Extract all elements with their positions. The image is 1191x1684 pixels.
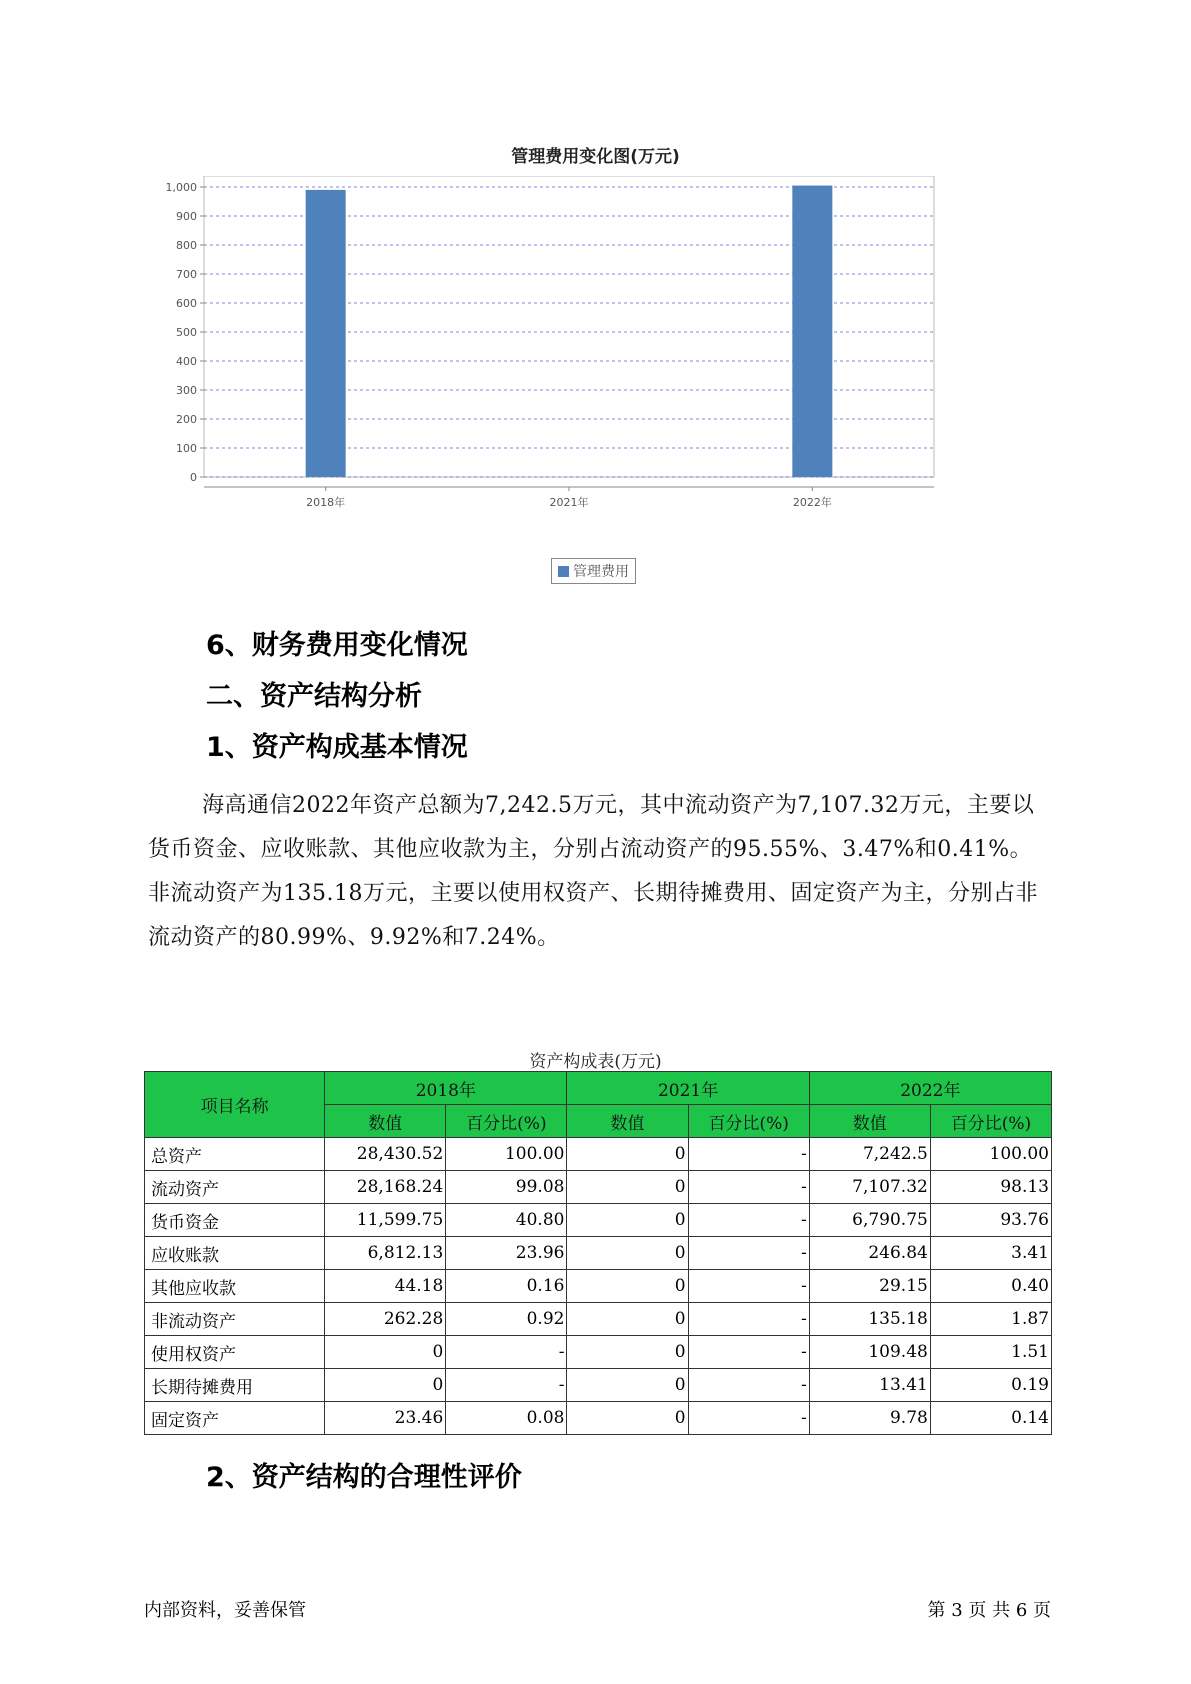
row-label: 固定资产 <box>145 1402 325 1435</box>
y-tick-label: 1,000 <box>165 181 197 194</box>
table-cell: 6,790.75 <box>809 1204 930 1237</box>
heading-structure-evaluation: 2、资产结构的合理性评价 <box>206 1462 522 1493</box>
table-body <box>145 1138 1052 1435</box>
table-cell: 0 <box>567 1369 688 1402</box>
table-cell: 99.08 <box>446 1171 567 1204</box>
table-cell: 0 <box>567 1171 688 1204</box>
table-cell: 40.80 <box>446 1204 567 1237</box>
table-row <box>145 1171 1052 1204</box>
x-tick-label: 2021年 <box>549 496 589 509</box>
y-tick-label: 700 <box>176 268 197 281</box>
row-label: 长期待摊费用 <box>145 1369 325 1402</box>
header-percent: 百分比(%) <box>446 1105 567 1138</box>
table-cell: - <box>446 1336 567 1369</box>
table-cell: 0 <box>567 1237 688 1270</box>
table-cell: 11,599.75 <box>325 1204 446 1237</box>
legend-swatch <box>558 566 569 577</box>
footer-confidential: 内部资料，妥善保管 <box>144 1600 306 1621</box>
header-value: 数值 <box>809 1105 930 1138</box>
table-cell: 93.76 <box>930 1204 1051 1237</box>
y-tick-label: 600 <box>176 297 197 310</box>
table-cell: - <box>446 1369 567 1402</box>
table-cell: 0 <box>567 1204 688 1237</box>
header-percent: 百分比(%) <box>930 1105 1051 1138</box>
header-item-name: 项目名称 <box>145 1072 325 1138</box>
table-cell: 0.40 <box>930 1270 1051 1303</box>
table-cell: 1.51 <box>930 1336 1051 1369</box>
header-year-2021: 2021年 <box>567 1072 809 1105</box>
table-cell: 0 <box>325 1336 446 1369</box>
table-cell: - <box>688 1402 809 1435</box>
table-cell: - <box>688 1336 809 1369</box>
table-cell: 0.19 <box>930 1369 1051 1402</box>
table-cell: 3.41 <box>930 1237 1051 1270</box>
bar <box>306 190 346 477</box>
header-value: 数值 <box>567 1105 688 1138</box>
table-cell: 0.14 <box>930 1402 1051 1435</box>
table-row <box>145 1303 1052 1336</box>
table-cell: 0 <box>567 1402 688 1435</box>
table-row <box>145 1138 1052 1171</box>
table-row <box>145 1237 1052 1270</box>
table-cell: - <box>688 1171 809 1204</box>
table-cell: 0.16 <box>446 1270 567 1303</box>
asset-table <box>144 1071 1052 1435</box>
table-cell: 135.18 <box>809 1303 930 1336</box>
chart-legend <box>551 558 636 584</box>
table-cell: 109.48 <box>809 1336 930 1369</box>
row-label: 总资产 <box>145 1138 325 1171</box>
table-cell: 0 <box>567 1336 688 1369</box>
y-tick-label: 300 <box>176 384 197 397</box>
table-cell: 9.78 <box>809 1402 930 1435</box>
table-row <box>145 1204 1052 1237</box>
table-cell: - <box>688 1204 809 1237</box>
table-caption: 资产构成表(万元) <box>529 1052 662 1072</box>
table-cell: 0.08 <box>446 1402 567 1435</box>
table-cell: 98.13 <box>930 1171 1051 1204</box>
row-label: 应收账款 <box>145 1237 325 1270</box>
table-cell: 23.96 <box>446 1237 567 1270</box>
table-cell: 100.00 <box>446 1138 567 1171</box>
table-cell: 7,242.5 <box>809 1138 930 1171</box>
x-tick-label: 2022年 <box>792 496 832 509</box>
bar-chart <box>160 176 1040 556</box>
table-cell: 0 <box>567 1138 688 1171</box>
header-year-2022: 2022年 <box>809 1072 1051 1105</box>
header-percent: 百分比(%) <box>688 1105 809 1138</box>
table-row <box>145 1270 1052 1303</box>
y-tick-label: 800 <box>176 239 197 252</box>
legend-label: 管理费用 <box>573 564 629 580</box>
row-label: 其他应收款 <box>145 1270 325 1303</box>
table-row <box>145 1336 1052 1369</box>
table-cell: 13.41 <box>809 1369 930 1402</box>
footer-page-number: 第 3 页 共 6 页 <box>927 1600 1051 1621</box>
table-cell: 44.18 <box>325 1270 446 1303</box>
table-cell: 29.15 <box>809 1270 930 1303</box>
table-cell: 6,812.13 <box>325 1237 446 1270</box>
table-cell: - <box>688 1138 809 1171</box>
table-cell: - <box>688 1270 809 1303</box>
y-tick-label: 900 <box>176 210 197 223</box>
heading-finance-expense: 6、财务费用变化情况 <box>206 630 468 661</box>
row-label: 使用权资产 <box>145 1336 325 1369</box>
table-cell: 0 <box>567 1270 688 1303</box>
table-cell: - <box>688 1237 809 1270</box>
y-tick-label: 200 <box>176 413 197 426</box>
row-label: 货币资金 <box>145 1204 325 1237</box>
table-cell: 246.84 <box>809 1237 930 1270</box>
table-cell: - <box>688 1369 809 1402</box>
bar <box>792 186 832 477</box>
table-cell: 0 <box>325 1369 446 1402</box>
table-row <box>145 1402 1052 1435</box>
y-tick-label: 400 <box>176 355 197 368</box>
heading-asset-composition: 1、资产构成基本情况 <box>206 732 468 763</box>
table-cell: 28,430.52 <box>325 1138 446 1171</box>
table-cell: 7,107.32 <box>809 1171 930 1204</box>
y-tick-label: 100 <box>176 442 197 455</box>
table-cell: 1.87 <box>930 1303 1051 1336</box>
table-cell: 0 <box>567 1303 688 1336</box>
chart-title: 管理费用变化图(万元) <box>511 147 680 167</box>
x-tick-label: 2018年 <box>306 496 346 509</box>
y-tick-label: 0 <box>190 471 197 484</box>
table-cell: 23.46 <box>325 1402 446 1435</box>
header-year-2018: 2018年 <box>325 1072 567 1105</box>
header-value: 数值 <box>325 1105 446 1138</box>
analysis-paragraph: 海高通信2022年资产总额为7,242.5万元，其中流动资产为7,107.32万元，主要以货币资金、应收账款、其他应收款为主，分别占流动资产的95.55%、3.47%和0.41%。非流动资产为135.18万元，主要以使用权资产、长期待摊费用、固定资产为主，分别占非流动资产的80.99%、9.92%和7.24%。 <box>148 793 1038 950</box>
table-cell: 262.28 <box>325 1303 446 1336</box>
row-label: 流动资产 <box>145 1171 325 1204</box>
y-tick-label: 500 <box>176 326 197 339</box>
table-cell: 0.92 <box>446 1303 567 1336</box>
row-label: 非流动资产 <box>145 1303 325 1336</box>
table-cell: 28,168.24 <box>325 1171 446 1204</box>
heading-asset-structure: 二、资产结构分析 <box>206 681 422 712</box>
table-cell: 100.00 <box>930 1138 1051 1171</box>
table-row <box>145 1369 1052 1402</box>
table-cell: - <box>688 1303 809 1336</box>
